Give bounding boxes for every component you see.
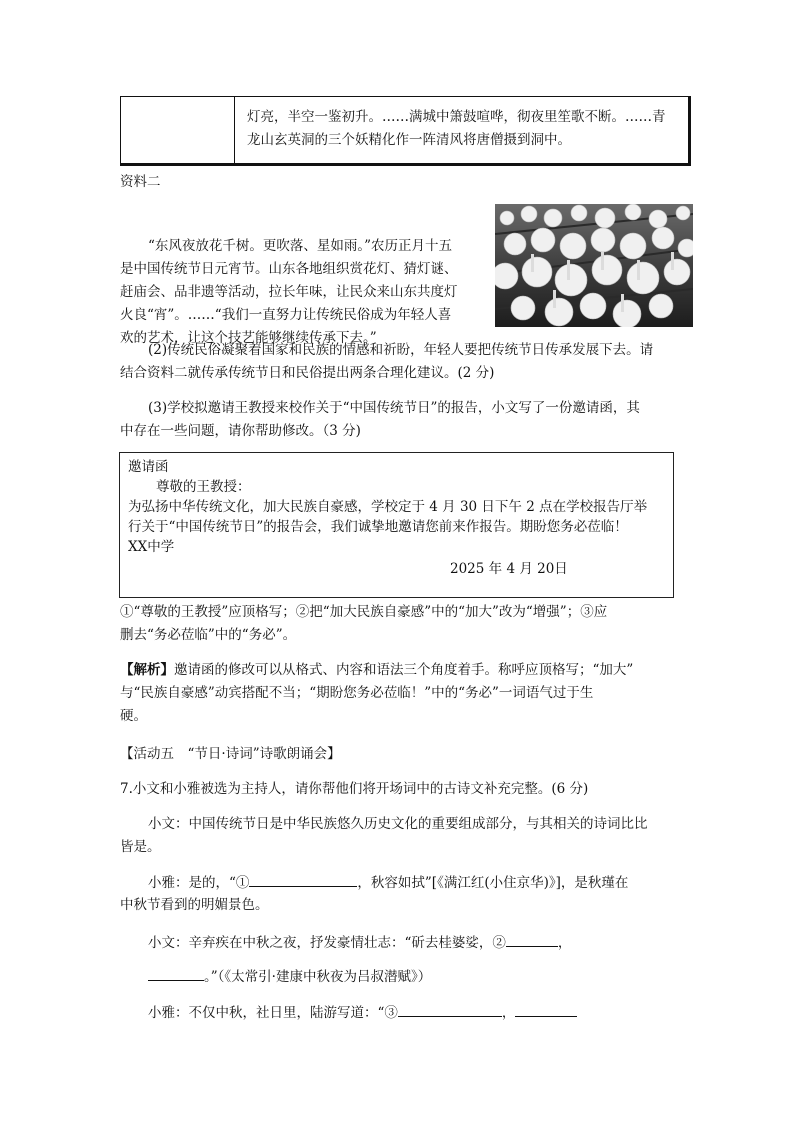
material2-line-5: 欢的艺术，让这个技艺能够继续传承下去。” <box>120 330 377 346</box>
invitation-title: 邀请函 <box>128 459 169 475</box>
analysis-tag: 【解析】 <box>120 662 174 678</box>
xy2-line-a <box>148 1002 577 1023</box>
analysis-text-1: 邀请函的修改可以从格式、内容和语法三个角度着手。称呼应顶格写；“加大” <box>174 662 634 678</box>
xw2-post: ， <box>557 935 572 951</box>
invitation-signature: XX中学 <box>128 539 175 555</box>
blank-1[interactable] <box>249 872 357 887</box>
xw2-b-post: 。”（《太常引·建康中秋夜为吕叔潜赋》） <box>204 969 432 985</box>
table-column-divider <box>234 97 235 163</box>
xw1-line-a: 小文：中国传统节日是中华民族悠久历史文化的重要组成部分，与其相关的诗词比比 <box>148 816 648 832</box>
lantern-photo-graphic <box>495 204 693 327</box>
q2-line-2: 结合资料二就传承传统节日和民俗提出两条合理化建议。(2 分) <box>120 365 495 381</box>
activity5-title: 【活动五 “节日·诗词”诗歌朗诵会】 <box>120 746 341 762</box>
q3-line-2: 中存在一些问题，请你帮助修改。（3 分) <box>120 423 361 439</box>
xy2-mid: ， <box>501 1005 516 1021</box>
material2-line-4: 火良“宵”。……“我们一直努力让传统民俗成为年轻人喜 <box>120 307 452 323</box>
q2-line-1: (2)传统民俗凝聚着国家和民族的情感和祈盼，年轻人要把传统节日传承发展下去。请 <box>148 342 654 358</box>
table-text-line-1: 灯亮，半空一鉴初升。……满城中箫鼓喧哗，彻夜里笙歌不断。……青 <box>247 109 666 125</box>
xy1-post: ，秋容如拭”[《满江红(小住京华)》]，是秋瑾在 <box>357 875 629 891</box>
material2-line-2: 是中国传统节日元宵节。山东各地组织赏花灯、猜灯谜、 <box>120 261 458 277</box>
invitation-box <box>119 452 674 598</box>
invitation-body-line-2: 行关于“中国传统节日”的报告会，我们诚挚地邀请您前来作报告。期盼您务必莅临！ <box>128 519 628 535</box>
xw2-line-a <box>148 932 571 953</box>
analysis-line-3: 硬。 <box>120 708 147 724</box>
table-text-line-2: 龙山玄英洞的三个妖精化作一阵清风将唐僧摄到洞中。 <box>247 132 571 148</box>
answer-line-2: 删去“务必莅临”中的“务必”。 <box>120 627 297 643</box>
invitation-salutation: 尊敬的王教授： <box>156 479 251 495</box>
blank-3b[interactable] <box>515 1002 577 1017</box>
xy1-line-a <box>148 872 628 893</box>
blank-2b[interactable] <box>148 966 204 981</box>
xw2-pre: 小文：辛弃疾在中秋之夜，抒发豪情壮志：“斫去桂婆娑，② <box>148 935 506 951</box>
material2-line-1: “东风夜放花千树。更吹落、星如雨。”农历正月十五 <box>148 238 453 254</box>
xw2-line-b <box>148 966 431 987</box>
excerpt-table <box>120 96 691 166</box>
invitation-date: 2025 年 4 月 20日 <box>450 561 568 577</box>
analysis-line-1 <box>120 660 633 680</box>
xw1-line-b: 皆是。 <box>120 839 161 855</box>
q7-stem: 7.小文和小雅被选为主持人，请你帮他们将开场词中的古诗文补充完整。(6 分) <box>120 781 589 797</box>
xy2-pre: 小雅：不仅中秋，社日里，陆游写道：“③ <box>148 1005 398 1021</box>
xy1-line-b: 中秋节看到的明媚景色。 <box>120 897 269 913</box>
q3-line-1: (3)学校拟邀请王教授来校作关于“中国传统节日”的报告，小文写了一份邀请函，其 <box>148 400 640 416</box>
blank-2a[interactable] <box>506 932 558 947</box>
xy1-pre: 小雅：是的，“① <box>148 875 250 891</box>
answer-line-1: ①“尊敬的王教授”应顶格写；②把“加大民族自豪感”中的“加大”改为“增强”；③应 <box>120 604 608 620</box>
analysis-line-2: 与“民族自豪感”动宾搭配不当；“期盼您务必莅临！”中的“务必”一词语气过于生 <box>120 685 594 701</box>
lantern-photo <box>495 204 693 327</box>
material2-line-3: 赶庙会、品非遗等活动，拉长年味，让民众来山东共度灯 <box>120 284 458 300</box>
blank-3a[interactable] <box>398 1002 502 1017</box>
invitation-body-line-1: 为弘扬中华传统文化，加大民族自豪感，学校定于 4 月 30 日下午 2 点在学校报告厅举 <box>128 499 648 515</box>
material2-heading: 资料二 <box>120 174 161 190</box>
